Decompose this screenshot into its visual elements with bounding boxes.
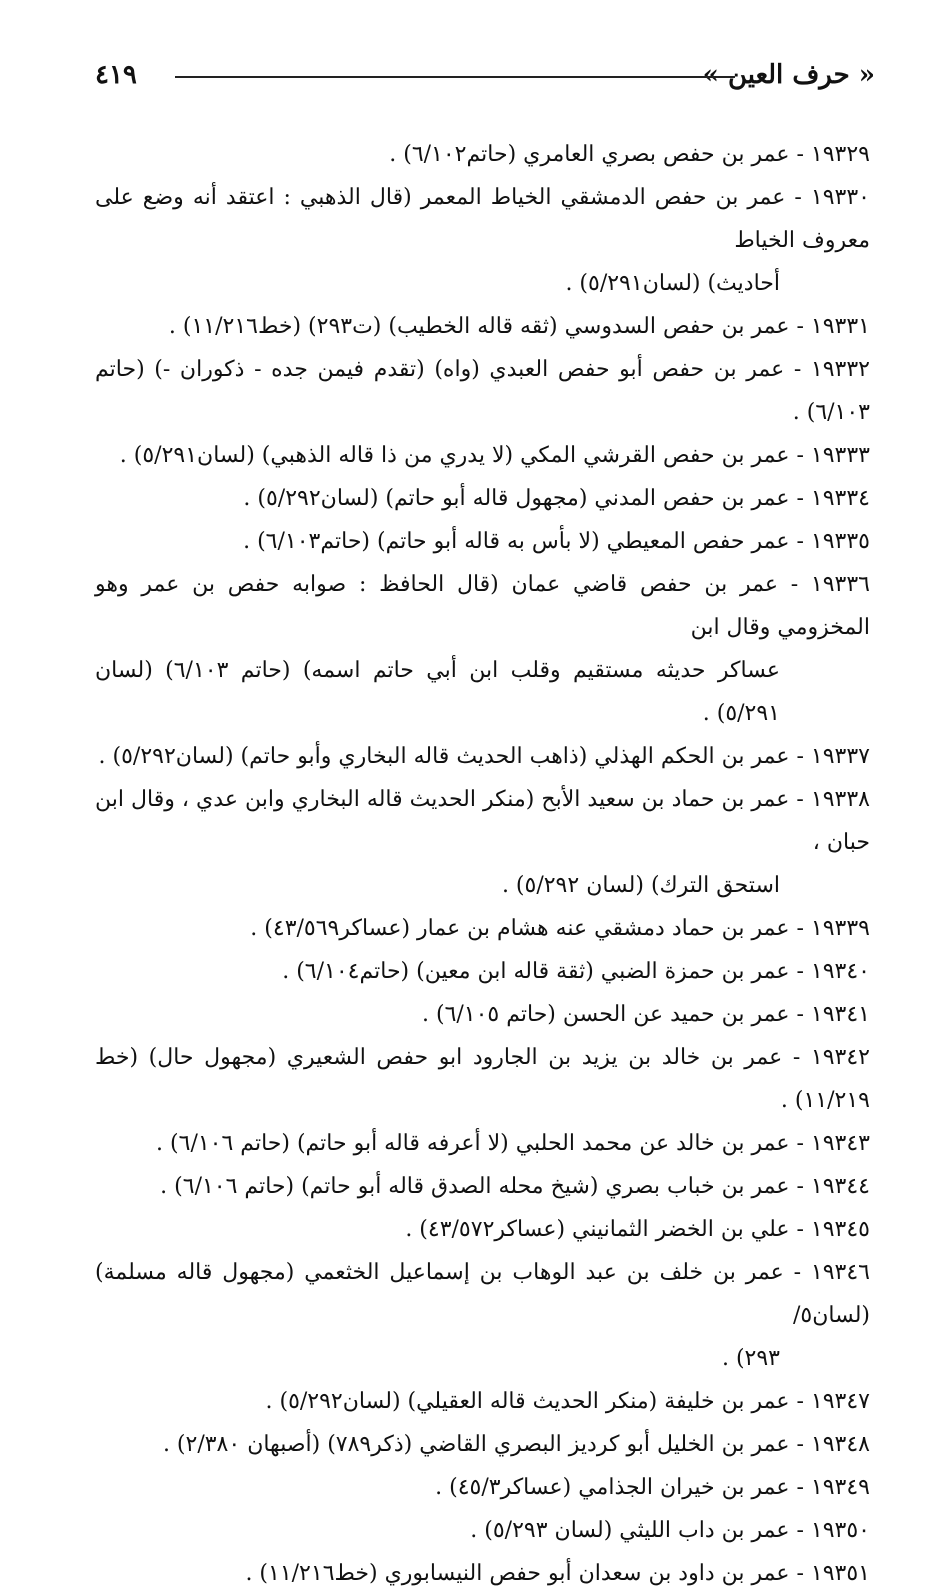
entry xyxy=(95,1036,870,1122)
entry-text: ١٩٣٤١ - عمر بن حميد عن الحسن (حاتم ٦/١٠٥) . xyxy=(421,1002,870,1027)
entry-text: ١٩٣٤٧ - عمر بن خليفة (منكر الحديث قاله العقيلي) (لسان٥/٢٩٢) . xyxy=(265,1389,870,1414)
entry-text: ١٩٣٢٩ - عمر بن حفص بصري العامري (حاتم٦/١٠٢) . xyxy=(389,142,870,167)
header-rule xyxy=(175,76,735,78)
entry xyxy=(95,778,870,907)
entry xyxy=(95,907,870,950)
entry xyxy=(95,735,870,778)
entry-text: ١٩٣٤٣ - عمر بن خالد عن محمد الحلبي (لا أعرفه قاله أبو حاتم) (حاتم ٦/١٠٦) . xyxy=(156,1131,870,1156)
entry-text: ١٩٣٣٤ - عمر بن حفص المدني (مجهول قاله أبو حاتم) (لسان٥/٢٩٢) . xyxy=(243,486,870,511)
page-header xyxy=(95,60,875,100)
entry xyxy=(95,1552,870,1595)
entry-text: ١٩٣٣٦ - عمر بن حفص قاضي عمان (قال الحافظ : صوابه حفص بن عمر وهو المخزومي وقال ابن xyxy=(95,572,870,640)
entry xyxy=(95,1208,870,1251)
chapter-title: « حرف العين » xyxy=(702,60,875,90)
entry xyxy=(95,434,870,477)
entry xyxy=(95,1380,870,1423)
entry-text: ١٩٣٤٠ - عمر بن حمزة الضبي (ثقة قاله ابن معين) (حاتم٦/١٠٤) . xyxy=(282,959,870,984)
entry xyxy=(95,305,870,348)
entry-text: ١٩٣٣٧ - عمر بن الحكم الهذلي (ذاهب الحديث قاله البخاري وأبو حاتم) (لسان٥/٢٩٢) . xyxy=(98,744,870,769)
entry-text: ١٩٣٣٨ - عمر بن حماد بن سعيد الأبح (منكر الحديث قاله البخاري وابن عدي ، وقال ابن حبان ، xyxy=(95,787,870,855)
page-number: ٤١٩ xyxy=(95,60,137,90)
entry-text: ١٩٣٤٨ - عمر بن الخليل أبو كرديز البصري القاضي (ذكر٧٨٩) (أصبهان ٢/٣٨٠) . xyxy=(162,1432,870,1457)
entry xyxy=(95,950,870,993)
entry xyxy=(95,520,870,563)
entry-text: ١٩٣٤٥ - علي بن الخضر الثمانيني (عساكر٤٣/٥٧٢) . xyxy=(405,1217,870,1242)
entry-text: ١٩٣٣٣ - عمر بن حفص القرشي المكي (لا يدري من ذا قاله الذهبي) (لسان٥/٢٩١) . xyxy=(119,443,870,468)
entry xyxy=(95,1423,870,1466)
entry-list xyxy=(95,133,870,1595)
entry-continuation: استحق الترك) (لسان ٥/٢٩٢) . xyxy=(501,873,780,898)
entry xyxy=(95,993,870,1036)
entry xyxy=(95,1466,870,1509)
entry-text: ١٩٣٤٦ - عمر بن خلف بن عبد الوهاب بن إسماعيل الخثعمي (مجهول قاله مسلمة) (لسان٥/ xyxy=(95,1260,870,1328)
entry-text: ١٩٣٣٩ - عمر بن حماد دمشقي عنه هشام بن عمار (عساكر٤٣/٥٦٩) . xyxy=(250,916,870,941)
entry xyxy=(95,1509,870,1552)
entry-text: ١٩٣٤٩ - عمر بن خيران الجذامي (عساكر٤٥/٣) . xyxy=(435,1475,870,1500)
entry xyxy=(95,176,870,305)
entry-text: ١٩٣٣٥ - عمر حفص المعيطي (لا بأس به قاله أبو حاتم) (حاتم٦/١٠٣) . xyxy=(243,529,870,554)
entry-continuation: ٢٩٣) . xyxy=(721,1346,780,1371)
entry xyxy=(95,348,870,434)
entry-continuation: عساكر حديثه مستقيم وقلب ابن أبي حاتم اسمه) (حاتم ٦/١٠٣) (لسان ٥/٢٩١) . xyxy=(95,658,780,726)
entry xyxy=(95,477,870,520)
entry-text: ١٩٣٤٢ - عمر بن خالد بن يزيد بن الجارود ابو حفص الشعيري (مجهول حال) (خط ١١/٢١٩) . xyxy=(95,1045,870,1113)
entry-text: ١٩٣٥٠ - عمر بن داب الليثي (لسان ٥/٢٩٣) . xyxy=(470,1518,870,1543)
entry xyxy=(95,563,870,735)
entry-text: ١٩٣٥١ - عمر بن داود بن سعدان أبو حفص النيسابوري (خط١١/٢١٦) . xyxy=(245,1561,870,1586)
entry xyxy=(95,133,870,176)
entry-text: ١٩٣٤٤ - عمر بن خباب بصري (شيخ محله الصدق قاله أبو حاتم) (حاتم ٦/١٠٦) . xyxy=(160,1174,870,1199)
entry xyxy=(95,1251,870,1380)
entry-text: ١٩٣٣٠ - عمر بن حفص الدمشقي الخياط المعمر (قال الذهبي : اعتقد أنه وضع على معروف الخياط xyxy=(95,185,870,253)
entry-text: ١٩٣٣١ - عمر بن حفص السدوسي (ثقه قاله الخطيب) (ت٢٩٣) (خط١١/٢١٦) . xyxy=(168,314,870,339)
entry-text: ١٩٣٣٢ - عمر بن حفص أبو حفص العبدي (واه) (تقدم فيمن جده - ذكوران -) (حاتم ٦/١٠٣) . xyxy=(95,357,870,425)
entry xyxy=(95,1122,870,1165)
entry-continuation: أحاديث) (لسان٥/٢٩١) . xyxy=(565,271,780,296)
entry xyxy=(95,1165,870,1208)
